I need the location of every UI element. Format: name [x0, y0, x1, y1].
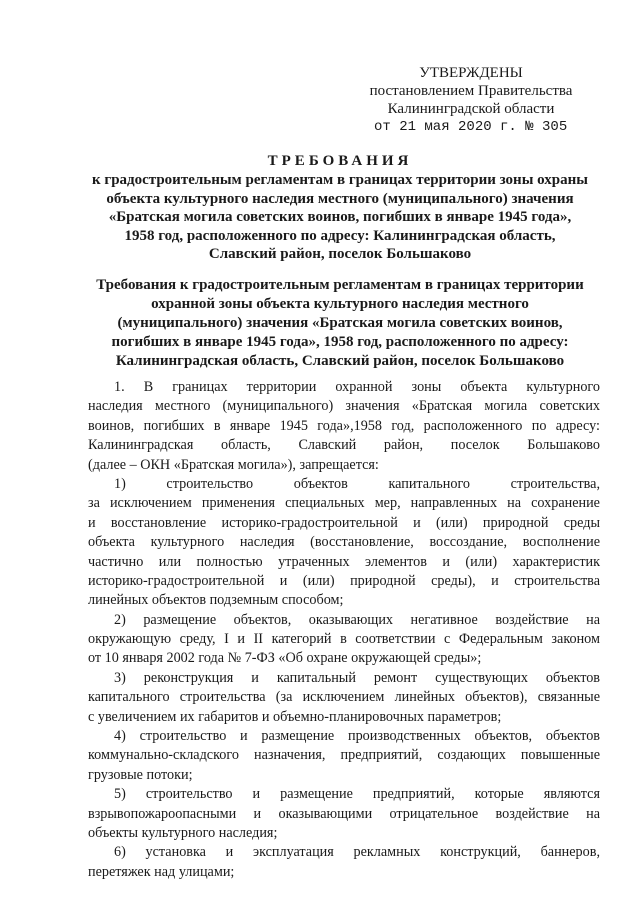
subtitle-line: «Братская могила советских воинов, погибших в январе 1945 года», [108, 209, 572, 225]
heading-line: Калининградская область, Славский район, поселок Большаково [115, 353, 565, 369]
approval-resolution: постановлением Правительства [369, 83, 573, 99]
subtitle-line: объекта культурного наследия местного (муниципального) значения [106, 190, 574, 207]
document-title: ТРЕБОВАНИЯ [267, 153, 413, 169]
approval-date-number: от 21 мая 2020 г. № 305 [374, 119, 568, 135]
body-line: Калининградская область, Славский район, поселок Большаково [88, 437, 600, 454]
subtitle-line: Славский район, поселок Большаково [208, 246, 472, 262]
body-line: 5) строительство и размещение предприятий, которые являются [114, 786, 600, 803]
body-line: с увеличением их габаритов и объемно-планировочных параметров; [88, 708, 502, 725]
body-line: (далее – ОКН «Братская могила»), запрещается: [88, 456, 379, 473]
body-line: частично или полностью утраченных элементов и (или) характеристик [88, 553, 600, 570]
body-line: 4) строительство и размещение производственных объектов, объектов [114, 728, 600, 745]
document-body [88, 378, 600, 882]
body-line: воинов, погибших в январе 1945 года»,1958 год, расположенного по адресу: [88, 417, 600, 434]
body-line: за исключением применения специальных мер, направленных на сохранение [88, 495, 600, 512]
body-line: окружающую среду, I и II категорий в соответствии с Федеральным законом [88, 631, 600, 648]
body-line: 2) размещение объектов, оказывающих негативное воздействие на [114, 611, 600, 628]
body-line: капитального строительства (за исключением линейных объектов), связанные [88, 689, 600, 706]
body-line: перетяжек над улицами; [88, 863, 235, 880]
body-line: историко-градостроительной и (или) природной среды), и строительства [88, 572, 600, 589]
subtitle-line: к градостроительным регламентам в границах территории зоны охраны [92, 172, 588, 188]
body-line: линейных объектов подземным способом; [88, 592, 344, 609]
section-heading [72, 276, 608, 371]
body-line: 1) строительство объектов капитального строительства, [114, 475, 600, 492]
body-line: от 10 января 2002 года № 7-ФЗ «Об охране окружающей среды»; [88, 650, 482, 667]
document-subtitle [90, 171, 590, 264]
body-line: коммунально-складского назначения, предприятий, создающих повышенные [88, 747, 600, 764]
body-line: объекты культурного наследия; [88, 824, 278, 841]
body-line: 1. В границах территории охранной зоны объекта культурного [114, 379, 600, 395]
approval-region: Калининградской области [387, 101, 555, 117]
approval-approved: УТВЕРЖДЕНЫ [419, 65, 523, 81]
approval-stamp [356, 64, 586, 136]
body-line: взрывопожароопасными и оказывающими отрицательное воздействие на [88, 805, 600, 822]
subtitle-line: 1958 год, расположенного по адресу: Калининградская область, [124, 227, 556, 244]
body-line: 3) реконструкция и капитальный ремонт существующих объектов [114, 669, 600, 686]
body-line: наследия местного (муниципального) значения «Братская могила советских [88, 398, 600, 415]
heading-line: погибших в январе 1945 года», 1958 год, расположенного по адресу: [111, 334, 569, 350]
body-line: объекта культурного наследия (восстановление, воссоздание, восполнение [88, 534, 600, 551]
heading-line: (муниципального) значения «Братская могила советских воинов, [117, 315, 563, 331]
heading-line: Требования к градостроительным регламентам в границах территории [96, 277, 584, 293]
body-line: и восстановление историко-градостроительной и (или) природной среды [88, 514, 600, 531]
body-line: грузовые потоки; [88, 766, 193, 783]
heading-line: охранной зоны объекта культурного наследия местного [151, 296, 529, 312]
body-line: 6) установка и эксплуатация рекламных конструкций, баннеров, [114, 844, 600, 861]
